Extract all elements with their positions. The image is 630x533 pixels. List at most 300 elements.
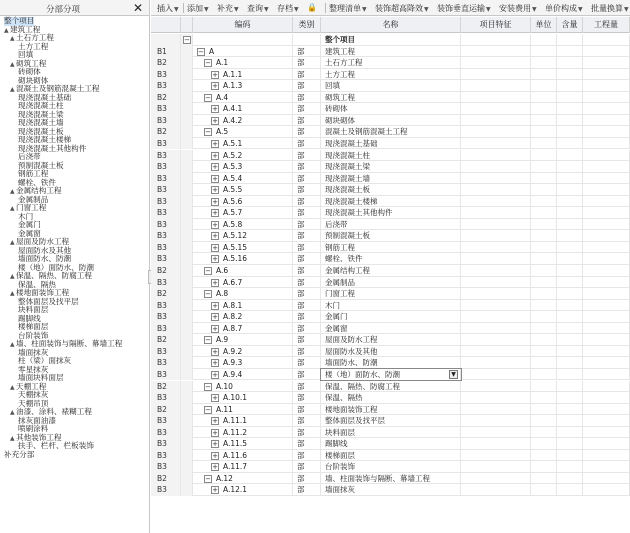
quantity-cell[interactable] (583, 46, 630, 58)
name-cell[interactable] (321, 473, 461, 485)
chevron-down-icon[interactable]: ▼ (174, 6, 179, 13)
table-row[interactable] (151, 438, 630, 450)
tree-node[interactable] (4, 451, 34, 460)
table-row[interactable] (151, 427, 630, 439)
table-row[interactable] (151, 230, 630, 242)
collapse-icon[interactable]: − (198, 47, 204, 56)
collapse-icon[interactable]: − (205, 128, 211, 137)
content-cell[interactable] (557, 196, 583, 208)
name-cell[interactable] (321, 346, 461, 358)
feature-cell[interactable] (461, 427, 531, 439)
feature-cell[interactable] (461, 346, 531, 358)
name-cell[interactable] (321, 126, 461, 138)
content-cell[interactable] (557, 230, 583, 242)
unit-cell[interactable] (531, 69, 557, 81)
code-cell[interactable] (193, 311, 293, 323)
toolbar-button-5[interactable] (307, 3, 317, 12)
category-cell[interactable]: 部 (293, 334, 321, 346)
category-cell[interactable]: 部 (293, 150, 321, 162)
unit-cell[interactable] (531, 427, 557, 439)
category-cell[interactable]: 部 (293, 57, 321, 69)
table-row[interactable] (151, 253, 630, 265)
header-unit[interactable]: 单位 (531, 17, 557, 33)
expand-icon[interactable]: + (212, 220, 218, 229)
name-cell[interactable] (321, 438, 461, 450)
unit-cell[interactable] (531, 300, 557, 312)
name-cell[interactable] (321, 242, 461, 254)
category-cell[interactable]: 部 (293, 219, 321, 231)
collapse-icon[interactable]: − (205, 93, 211, 102)
table-row[interactable] (151, 242, 630, 254)
unit-cell[interactable] (531, 484, 557, 496)
category-cell[interactable] (293, 34, 321, 46)
unit-cell[interactable] (531, 381, 557, 393)
content-cell[interactable] (557, 150, 583, 162)
feature-cell[interactable] (461, 103, 531, 115)
quantity-cell[interactable] (583, 126, 630, 138)
unit-cell[interactable] (531, 288, 557, 300)
category-cell[interactable]: 部 (293, 196, 321, 208)
expand-icon[interactable]: + (212, 313, 218, 322)
table-row[interactable] (151, 277, 630, 289)
feature-cell[interactable] (461, 334, 531, 346)
table-row[interactable] (151, 346, 630, 358)
feature-cell[interactable] (461, 196, 531, 208)
name-cell[interactable] (321, 173, 461, 185)
feature-cell[interactable] (461, 242, 531, 254)
category-cell[interactable]: 部 (293, 230, 321, 242)
unit-cell[interactable] (531, 461, 557, 473)
unit-cell[interactable] (531, 253, 557, 265)
collapse-icon[interactable]: − (205, 474, 211, 483)
unit-cell[interactable] (531, 103, 557, 115)
collapse-arrow-icon[interactable]: ▲ (10, 205, 15, 212)
unit-cell[interactable] (531, 173, 557, 185)
table-row[interactable] (151, 484, 630, 496)
content-cell[interactable] (557, 46, 583, 58)
unit-cell[interactable] (531, 80, 557, 92)
quantity-cell[interactable] (583, 277, 630, 289)
feature-cell[interactable] (461, 415, 531, 427)
category-cell[interactable]: 部 (293, 404, 321, 416)
header-name[interactable]: 名称 (321, 17, 461, 33)
expand-icon[interactable]: + (212, 243, 218, 252)
feature-cell[interactable] (461, 473, 531, 485)
table-row[interactable] (151, 92, 630, 104)
quantity-cell[interactable] (583, 253, 630, 265)
expand-icon[interactable]: + (212, 370, 218, 379)
quantity-cell[interactable] (583, 415, 630, 427)
unit-cell[interactable] (531, 46, 557, 58)
feature-cell[interactable] (461, 150, 531, 162)
collapse-arrow-icon[interactable]: ▲ (10, 188, 15, 195)
expand-icon[interactable]: + (212, 463, 218, 472)
content-cell[interactable] (557, 450, 583, 462)
collapse-icon[interactable]: − (205, 59, 211, 68)
quantity-cell[interactable] (583, 115, 630, 127)
quantity-cell[interactable] (583, 438, 630, 450)
toolbar-button-4[interactable] (277, 3, 299, 14)
quantity-cell[interactable] (583, 184, 630, 196)
category-cell[interactable]: 部 (293, 80, 321, 92)
quantity-cell[interactable] (583, 161, 630, 173)
content-cell[interactable] (557, 357, 583, 369)
feature-cell[interactable] (461, 392, 531, 404)
code-cell[interactable] (193, 357, 293, 369)
code-cell[interactable] (193, 184, 293, 196)
table-row[interactable] (151, 126, 630, 138)
feature-cell[interactable] (461, 207, 531, 219)
name-cell[interactable] (321, 311, 461, 323)
feature-cell[interactable] (461, 381, 531, 393)
chevron-down-icon[interactable]: ▼ (532, 6, 537, 13)
table-row[interactable] (151, 207, 630, 219)
expand-icon[interactable]: + (212, 451, 218, 460)
name-cell[interactable] (321, 334, 461, 346)
content-cell[interactable] (557, 392, 583, 404)
quantity-cell[interactable] (583, 357, 630, 369)
feature-cell[interactable] (461, 138, 531, 150)
expand-icon[interactable]: + (212, 417, 218, 426)
quantity-cell[interactable] (583, 230, 630, 242)
chevron-down-icon[interactable]: ▼ (264, 6, 269, 13)
unit-cell[interactable] (531, 438, 557, 450)
quantity-cell[interactable] (583, 323, 630, 335)
code-cell[interactable] (193, 46, 293, 58)
code-cell[interactable] (193, 265, 293, 277)
table-row[interactable] (151, 334, 630, 346)
quantity-cell[interactable] (583, 207, 630, 219)
category-cell[interactable]: 部 (293, 461, 321, 473)
name-cell[interactable] (321, 288, 461, 300)
code-cell[interactable] (193, 484, 293, 496)
feature-cell[interactable] (461, 80, 531, 92)
feature-cell[interactable] (461, 126, 531, 138)
feature-cell[interactable] (461, 357, 531, 369)
toolbar-button-0[interactable] (157, 3, 179, 14)
name-cell[interactable] (321, 196, 461, 208)
unit-cell[interactable] (531, 219, 557, 231)
expand-icon[interactable]: + (212, 186, 218, 195)
content-cell[interactable] (557, 461, 583, 473)
header-quantity[interactable]: 工程量 (583, 17, 630, 33)
expand-icon[interactable]: + (212, 70, 218, 79)
table-row[interactable] (151, 173, 630, 185)
unit-cell[interactable] (531, 207, 557, 219)
unit-cell[interactable] (531, 57, 557, 69)
unit-cell[interactable] (531, 138, 557, 150)
quantity-cell[interactable] (583, 242, 630, 254)
table-row[interactable] (151, 300, 630, 312)
content-cell[interactable] (557, 103, 583, 115)
name-cell[interactable] (321, 150, 461, 162)
feature-cell[interactable] (461, 288, 531, 300)
content-cell[interactable] (557, 369, 583, 381)
name-cell[interactable] (321, 69, 461, 81)
content-cell[interactable] (557, 311, 583, 323)
content-cell[interactable] (557, 80, 583, 92)
quantity-cell[interactable] (583, 138, 630, 150)
content-cell[interactable] (557, 92, 583, 104)
collapse-arrow-icon[interactable]: ▲ (10, 239, 15, 246)
feature-cell[interactable] (461, 484, 531, 496)
name-cell[interactable] (321, 207, 461, 219)
unit-cell[interactable] (531, 242, 557, 254)
feature-cell[interactable] (461, 92, 531, 104)
header-feature[interactable]: 项目特征 (461, 17, 531, 33)
name-cell[interactable] (321, 381, 461, 393)
quantity-cell[interactable] (583, 265, 630, 277)
unit-cell[interactable] (531, 184, 557, 196)
name-cell[interactable] (321, 404, 461, 416)
category-cell[interactable]: 部 (293, 69, 321, 81)
table-row[interactable] (151, 103, 630, 115)
content-cell[interactable] (557, 265, 583, 277)
collapse-arrow-icon[interactable]: ▲ (10, 35, 15, 42)
chevron-down-icon[interactable]: ▼ (234, 6, 239, 13)
code-cell[interactable] (193, 219, 293, 231)
name-cell[interactable] (321, 184, 461, 196)
feature-cell[interactable] (461, 450, 531, 462)
quantity-cell[interactable] (583, 450, 630, 462)
content-cell[interactable] (557, 253, 583, 265)
category-cell[interactable]: 部 (293, 311, 321, 323)
name-cell[interactable] (321, 161, 461, 173)
code-cell[interactable] (193, 196, 293, 208)
toolbar-button-11[interactable] (591, 3, 629, 14)
table-row[interactable] (151, 150, 630, 162)
table-row[interactable] (151, 80, 630, 92)
quantity-cell[interactable] (583, 80, 630, 92)
unit-cell[interactable] (531, 323, 557, 335)
collapse-icon[interactable]: − (184, 36, 190, 44)
content-cell[interactable] (557, 334, 583, 346)
expand-icon[interactable]: + (212, 197, 218, 206)
code-cell[interactable] (193, 300, 293, 312)
category-cell[interactable]: 部 (293, 346, 321, 358)
expand-icon[interactable]: + (212, 486, 218, 495)
feature-cell[interactable] (461, 323, 531, 335)
code-cell[interactable] (193, 161, 293, 173)
code-cell[interactable] (193, 427, 293, 439)
expand-icon[interactable]: + (212, 359, 218, 368)
content-cell[interactable] (557, 173, 583, 185)
close-icon[interactable]: ✕ (132, 1, 143, 15)
category-cell[interactable]: 部 (293, 438, 321, 450)
table-row[interactable] (151, 381, 630, 393)
name-cell[interactable] (321, 323, 461, 335)
content-cell[interactable] (557, 161, 583, 173)
expand-icon[interactable]: + (212, 440, 218, 449)
feature-cell[interactable] (461, 438, 531, 450)
quantity-cell[interactable] (583, 92, 630, 104)
category-cell[interactable]: 部 (293, 450, 321, 462)
quantity-cell[interactable] (583, 150, 630, 162)
content-cell[interactable] (557, 427, 583, 439)
content-cell[interactable] (557, 126, 583, 138)
quantity-cell[interactable] (583, 381, 630, 393)
chevron-down-icon[interactable]: ▼ (204, 6, 209, 13)
toolbar-button-3[interactable] (247, 3, 269, 14)
expand-icon[interactable]: + (212, 163, 218, 172)
collapse-arrow-icon[interactable]: ▲ (10, 60, 15, 68)
feature-cell[interactable] (461, 184, 531, 196)
category-cell[interactable]: 部 (293, 369, 321, 381)
name-cell[interactable] (321, 427, 461, 439)
chevron-down-icon[interactable]: ▼ (578, 6, 583, 13)
code-cell[interactable] (193, 323, 293, 335)
code-cell[interactable] (193, 115, 293, 127)
unit-cell[interactable] (531, 392, 557, 404)
name-cell[interactable] (321, 34, 461, 46)
code-cell[interactable] (193, 473, 293, 485)
table-row[interactable] (151, 57, 630, 69)
name-cell[interactable] (321, 415, 461, 427)
name-cell[interactable] (321, 230, 461, 242)
category-cell[interactable]: 部 (293, 184, 321, 196)
category-cell[interactable]: 部 (293, 46, 321, 58)
content-cell[interactable] (557, 404, 583, 416)
quantity-cell[interactable] (583, 300, 630, 312)
content-cell[interactable] (557, 288, 583, 300)
table-row[interactable] (151, 323, 630, 335)
quantity-cell[interactable] (583, 334, 630, 346)
collapse-icon[interactable]: − (205, 336, 211, 345)
content-cell[interactable] (557, 415, 583, 427)
toolbar-button-8[interactable] (437, 3, 491, 14)
unit-cell[interactable] (531, 346, 557, 358)
toolbar-button-1[interactable] (187, 3, 209, 14)
code-cell[interactable] (193, 103, 293, 115)
code-cell[interactable] (193, 253, 293, 265)
category-cell[interactable]: 部 (293, 484, 321, 496)
code-cell[interactable] (193, 138, 293, 150)
code-cell[interactable] (193, 369, 293, 381)
table-row[interactable] (151, 219, 630, 231)
collapse-arrow-icon[interactable]: ▲ (10, 383, 15, 391)
table-row[interactable] (151, 46, 630, 58)
content-cell[interactable] (557, 34, 583, 46)
unit-cell[interactable] (531, 311, 557, 323)
name-cell[interactable] (321, 277, 461, 289)
code-cell[interactable] (193, 415, 293, 427)
feature-cell[interactable] (461, 57, 531, 69)
expand-icon[interactable]: + (212, 324, 218, 333)
table-row[interactable] (151, 196, 630, 208)
feature-cell[interactable] (461, 161, 531, 173)
code-cell[interactable] (193, 334, 293, 346)
name-cell[interactable] (321, 392, 461, 404)
collapse-arrow-icon[interactable]: ▲ (10, 409, 15, 416)
feature-cell[interactable] (461, 300, 531, 312)
quantity-cell[interactable] (583, 57, 630, 69)
unit-cell[interactable] (531, 161, 557, 173)
quantity-cell[interactable] (583, 288, 630, 300)
collapse-icon[interactable]: − (205, 382, 211, 391)
table-row[interactable] (151, 115, 630, 127)
unit-cell[interactable] (531, 196, 557, 208)
content-cell[interactable] (557, 381, 583, 393)
code-cell[interactable] (193, 207, 293, 219)
quantity-cell[interactable] (583, 427, 630, 439)
code-cell[interactable] (193, 381, 293, 393)
code-cell[interactable] (193, 173, 293, 185)
code-cell[interactable] (193, 288, 293, 300)
name-cell[interactable] (321, 461, 461, 473)
quantity-cell[interactable] (583, 311, 630, 323)
toolbar-button-2[interactable] (217, 3, 239, 14)
category-cell[interactable]: 部 (293, 357, 321, 369)
feature-cell[interactable] (461, 173, 531, 185)
feature-cell[interactable] (461, 461, 531, 473)
collapse-arrow-icon[interactable]: ▲ (10, 86, 15, 93)
expand-icon[interactable]: + (212, 394, 218, 403)
collapse-arrow-icon[interactable]: ▲ (10, 341, 15, 348)
table-row[interactable] (151, 461, 630, 473)
content-cell[interactable] (557, 242, 583, 254)
name-cell[interactable] (321, 369, 461, 381)
unit-cell[interactable] (531, 404, 557, 416)
content-cell[interactable] (557, 57, 583, 69)
content-cell[interactable] (557, 473, 583, 485)
expand-icon[interactable]: + (212, 82, 218, 91)
name-cell[interactable] (321, 92, 461, 104)
quantity-cell[interactable] (583, 69, 630, 81)
category-cell[interactable]: 部 (293, 473, 321, 485)
code-cell[interactable] (193, 126, 293, 138)
content-cell[interactable] (557, 484, 583, 496)
quantity-cell[interactable] (583, 34, 630, 46)
chevron-down-icon[interactable]: ▼ (486, 6, 491, 13)
table-row[interactable] (151, 161, 630, 173)
category-cell[interactable]: 部 (293, 427, 321, 439)
content-cell[interactable] (557, 277, 583, 289)
name-cell[interactable] (321, 219, 461, 231)
content-cell[interactable] (557, 219, 583, 231)
collapse-arrow-icon[interactable]: ▲ (10, 273, 15, 280)
category-cell[interactable]: 部 (293, 242, 321, 254)
category-cell[interactable]: 部 (293, 92, 321, 104)
unit-cell[interactable] (531, 415, 557, 427)
feature-cell[interactable] (461, 311, 531, 323)
collapse-icon[interactable]: − (205, 267, 211, 275)
code-cell[interactable] (193, 450, 293, 462)
name-cell[interactable] (321, 484, 461, 496)
code-cell[interactable] (193, 150, 293, 162)
category-cell[interactable]: 部 (293, 126, 321, 138)
collapse-icon[interactable]: − (205, 290, 211, 299)
category-cell[interactable]: 部 (293, 103, 321, 115)
feature-cell[interactable] (461, 277, 531, 289)
quantity-cell[interactable] (583, 484, 630, 496)
name-cell[interactable] (321, 253, 461, 265)
quantity-cell[interactable] (583, 196, 630, 208)
quantity-cell[interactable] (583, 461, 630, 473)
category-cell[interactable]: 部 (293, 392, 321, 404)
category-cell[interactable]: 部 (293, 277, 321, 289)
unit-cell[interactable] (531, 357, 557, 369)
unit-cell[interactable] (531, 230, 557, 242)
expand-icon[interactable]: + (212, 151, 218, 160)
feature-cell[interactable] (461, 34, 531, 46)
table-row[interactable] (151, 69, 630, 81)
expand-icon[interactable]: + (212, 232, 218, 241)
content-cell[interactable] (557, 138, 583, 150)
category-cell[interactable]: 部 (293, 115, 321, 127)
content-cell[interactable] (557, 184, 583, 196)
quantity-cell[interactable] (583, 392, 630, 404)
unit-cell[interactable] (531, 92, 557, 104)
